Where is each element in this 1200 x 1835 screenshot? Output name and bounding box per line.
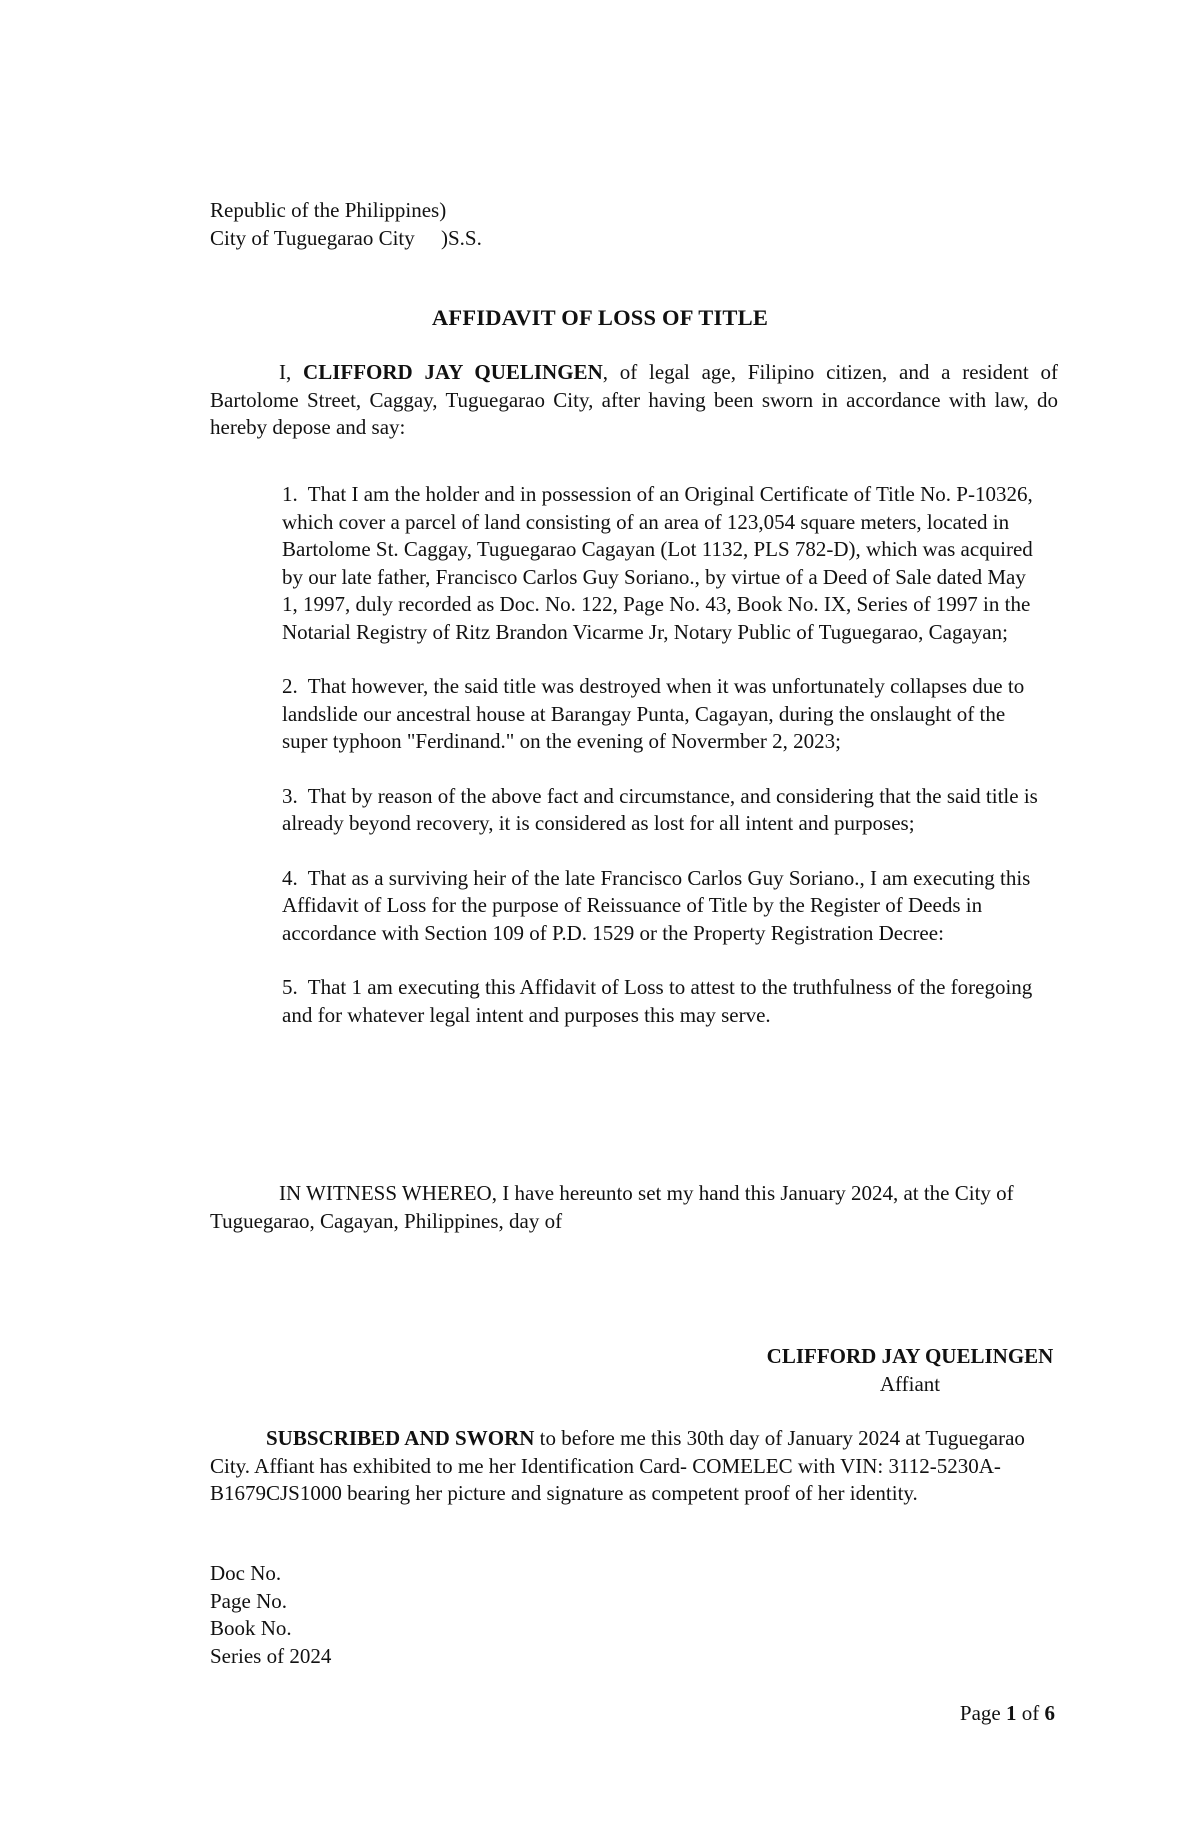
averment-text: That however, the said title was destroyed when it was unfortunately collapses due to landslide our ancestral house at Barangay Punta, Cagayan, during the onslaught of the super typhoon "Ferdinand." on the evening of Novermber 2, 2023; bbox=[282, 674, 1025, 753]
jurat-heading: SUBSCRIBED AND SWORN bbox=[266, 1426, 535, 1450]
jurat-paragraph bbox=[210, 1425, 1058, 1508]
notarial-register bbox=[210, 1560, 331, 1670]
averment-text: That I am the holder and in possession of an Original Certificate of Title No. P-10326, which cover a parcel of land consisting of an area of 123,054 square meters, located in Bartolome St. Caggay, Tuguegarao Cagayan (Lot 1132, PLS 782-D), which was acquired by our late father, Francisco Carlos Guy Soriano., by virtue of a Deed of Sale dated May 1, 1997, duly recorded as Doc. No. 122, Page No. 43, Book No. IX, Series of 1997 in the Notarial Registry of Ritz Brandon Vicarme Jr, Notary Public of Tuguegarao, Cagayan; bbox=[282, 482, 1033, 644]
averment-number: 1. bbox=[282, 482, 298, 506]
intro-paragraph bbox=[210, 359, 1058, 442]
notarial-book-no: Book No. bbox=[210, 1616, 292, 1640]
averment-item bbox=[282, 481, 1042, 646]
notarial-doc-no: Doc No. bbox=[210, 1561, 282, 1585]
signature-block bbox=[600, 1343, 1200, 1398]
notarial-series: Series of 2024 bbox=[210, 1643, 332, 1668]
averments-list bbox=[282, 481, 1042, 1056]
jurat-text: to before me this 30th day of January 2024 at Tuguegarao City. Affiant has exhibited to me her Identification Card- COMELEC with VIN: 3112-5230A-B1679CJS1000 bearing her picture and signature as competent proof of her identity. bbox=[210, 1426, 1025, 1505]
page-label: Page bbox=[959, 1701, 1006, 1725]
intro-text: , of legal age, Filipino citizen, and a resident of Bartolome Street, Caggay, Tuguegarao City, after having been sworn in accordance with law, do hereby depose and say: bbox=[210, 360, 1058, 439]
averment-item bbox=[282, 865, 1042, 948]
notarial-page-no: Page No. bbox=[210, 1588, 287, 1613]
averment-item bbox=[282, 783, 1042, 838]
current-page-number: 1 bbox=[1006, 1701, 1017, 1725]
affiant-name: CLIFFORD JAY QUELINGEN bbox=[303, 360, 603, 384]
averment-text: That by reason of the above fact and circumstance, and considering that the said title is already beyond recovery, it is considered as lost for all intent and purposes; bbox=[282, 783, 1038, 835]
witness-clause: IN WITNESS WHEREO, I have hereunto set my hand this January 2024, at the City of Tuguegarao, Cagayan, Philippines, day of bbox=[210, 1181, 1014, 1233]
signature-role: Affiant bbox=[879, 1371, 941, 1396]
averment-number: 2. bbox=[282, 674, 298, 698]
intro-prefix: I, bbox=[279, 360, 304, 384]
venue-line-city: City of Tuguegarao City )S.S. bbox=[210, 225, 482, 250]
averment-item bbox=[282, 673, 1042, 756]
signature-name: CLIFFORD JAY QUELINGEN bbox=[766, 1344, 1054, 1368]
venue-block bbox=[210, 197, 482, 252]
document-title: AFFIDAVIT OF LOSS OF TITLE bbox=[431, 305, 769, 330]
of-label: of bbox=[1016, 1701, 1045, 1725]
averment-number: 5. bbox=[282, 975, 298, 999]
averment-text: That as a surviving heir of the late Francisco Carlos Guy Soriano., I am executing this Affidavit of Loss for the purpose of Reissuance of Title by the Register of Deeds in accordance with Section 109 of P.D. 1529 or the Property Registration Decree: bbox=[282, 865, 1031, 945]
averment-text: That 1 am executing this Affidavit of Loss to attest to the truthfulness of the foregoing and for whatever legal intent and purposes this may serve. bbox=[282, 975, 1033, 1027]
total-pages-number: 6 bbox=[1044, 1701, 1055, 1725]
venue-line-country: Republic of the Philippines) bbox=[210, 198, 447, 222]
averment-item bbox=[282, 974, 1042, 1029]
averment-number: 3. bbox=[282, 783, 298, 808]
averment-number: 4. bbox=[282, 865, 298, 890]
page-footer bbox=[960, 1700, 1055, 1728]
